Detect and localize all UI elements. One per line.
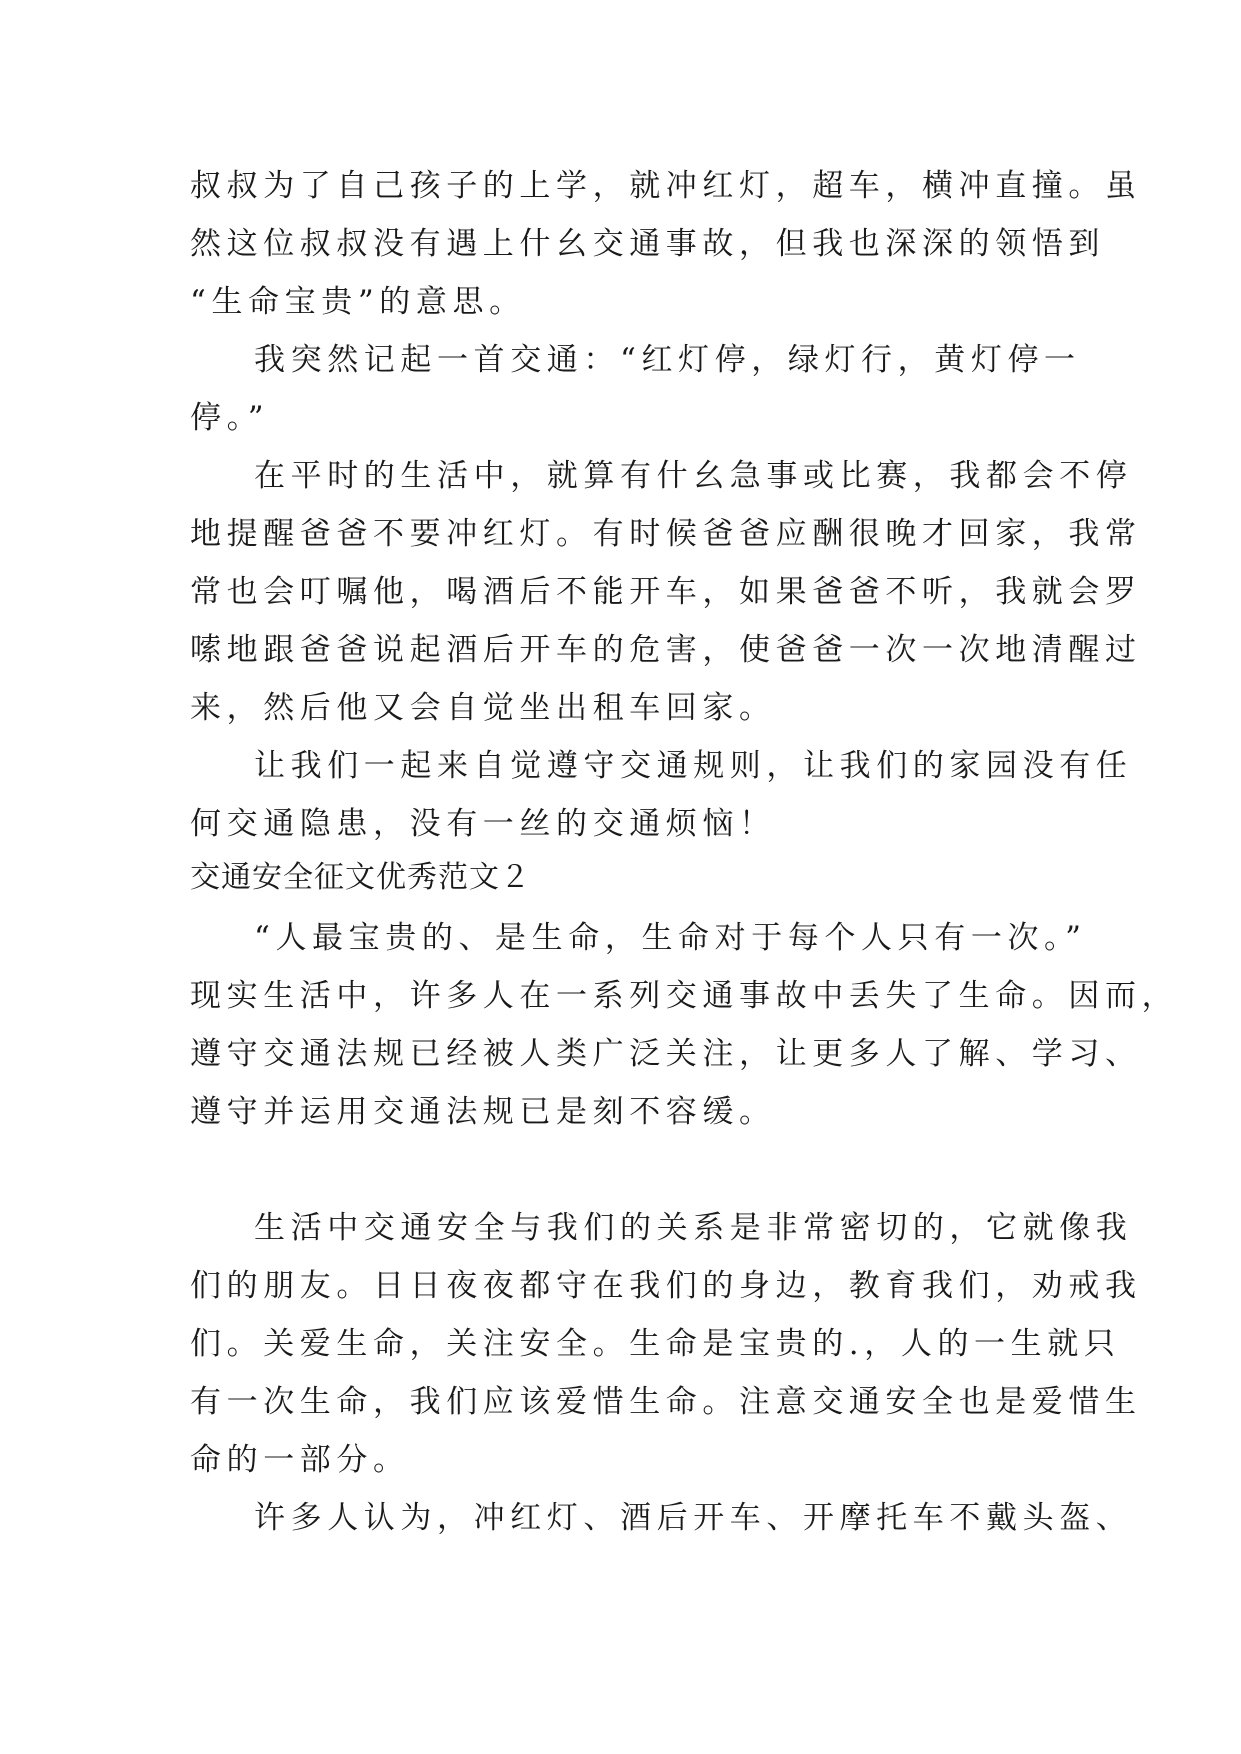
text-line: 叔叔为了自己孩子的上学，就冲红灯，超车，横冲直撞。虽: [190, 168, 1142, 204]
text-line: “人最宝贵的、是生命，生命对于每个人只有一次。”: [254, 920, 1087, 956]
text-line: “生命宝贵”的意思。: [190, 284, 526, 320]
text-line: 在平时的生活中，就算有什幺急事或比赛，我都会不停: [254, 458, 1133, 494]
text-line: 然这位叔叔没有遇上什幺交通事故，但我也深深的领悟到: [190, 226, 1105, 262]
text-line: 生活中交通安全与我们的关系是非常密切的，它就像我: [254, 1210, 1133, 1246]
text-line: 嗦地跟爸爸说起酒后开车的危害，使爸爸一次一次地清醒过: [190, 632, 1142, 668]
text-line: 地提醒爸爸不要冲红灯。有时候爸爸应酬很晚才回家，我常: [190, 516, 1142, 552]
text-line: 遵守交通法规已经被人类广泛关注，让更多人了解、学习、: [190, 1036, 1142, 1072]
text-line: 遵守并运用交通法规已是刻不容缓。: [190, 1094, 776, 1130]
text-line: 们的朋友。日日夜夜都守在我们的身边，教育我们，劝戒我: [190, 1268, 1142, 1304]
text-line: 何交通隐患，没有一丝的交通烦恼！: [190, 806, 776, 842]
text-line: 我突然记起一首交通：“红灯停，绿灯行，黄灯停一: [254, 342, 1081, 378]
text-line: 命的一部分。: [190, 1442, 410, 1478]
text-line: 来，然后他又会自觉坐出租车回家。: [190, 690, 776, 726]
text-line: 许多人认为，冲红灯、酒后开车、开摩托车不戴头盔、: [254, 1500, 1133, 1536]
section-heading: 交通安全征文优秀范文２: [190, 860, 531, 895]
text-line: 常也会叮嘱他，喝酒后不能开车，如果爸爸不听，我就会罗: [190, 574, 1142, 610]
text-line: 停。”: [190, 400, 270, 436]
text-line: 有一次生命，我们应该爱惜生命。注意交通安全也是爱惜生: [190, 1384, 1142, 1420]
text-line: 让我们一起来自觉遵守交通规则，让我们的家园没有任: [254, 748, 1133, 784]
text-line: 现实生活中，许多人在一系列交通事故中丢失了生命。因而，: [190, 978, 1179, 1014]
text-line: 们。关爱生命，关注安全。生命是宝贵的.，人的一生就只: [190, 1326, 1121, 1362]
